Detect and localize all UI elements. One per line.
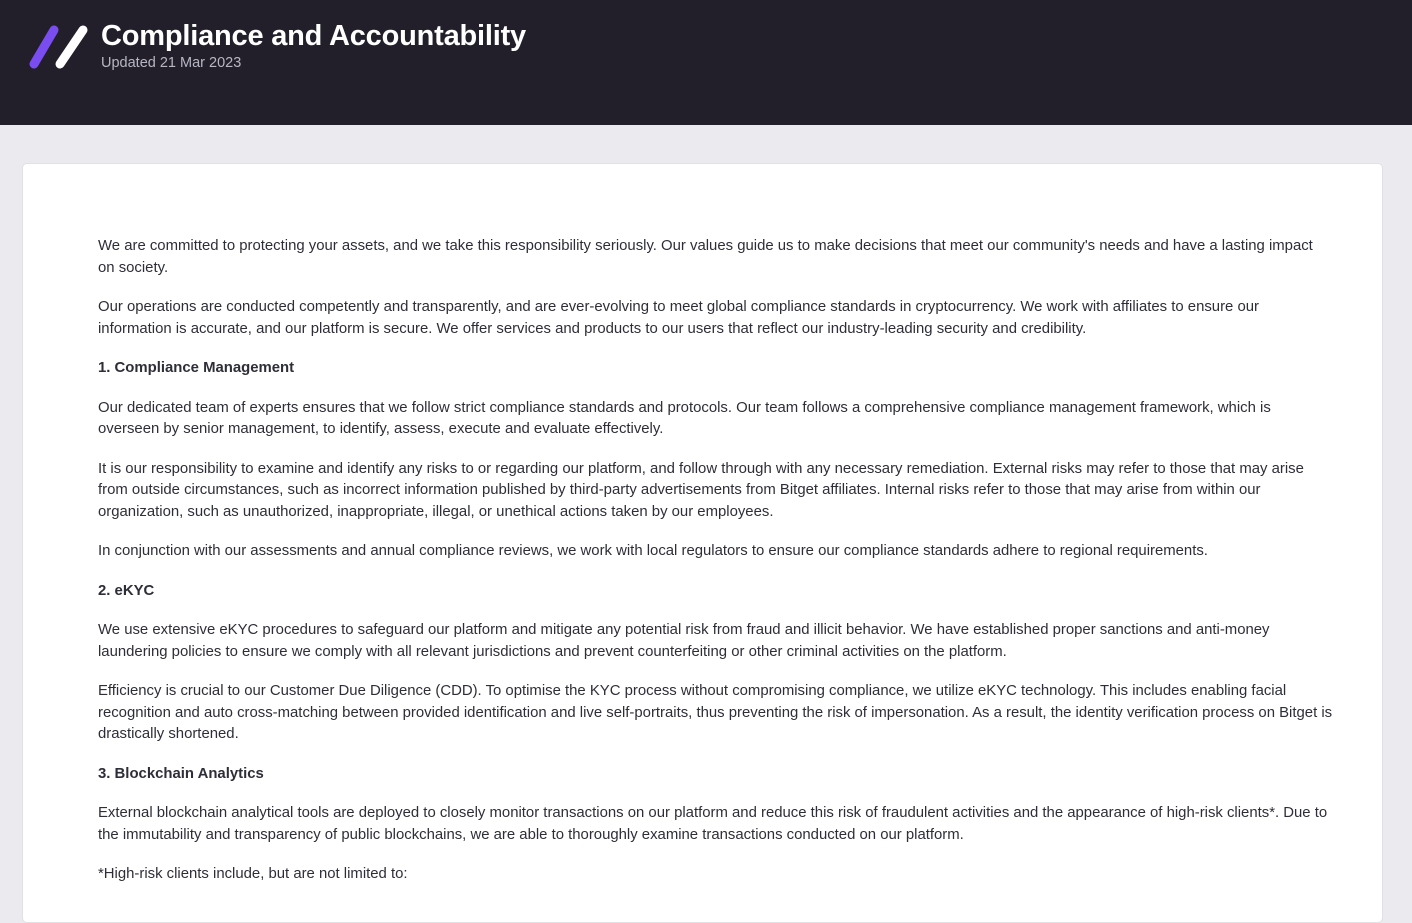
section-heading-compliance-management: 1. Compliance Management: [98, 360, 295, 376]
section-heading-blockchain-analytics: 3. Blockchain Analytics: [98, 765, 264, 782]
intro-paragraph-1: We are committed to protecting your assets, and we take this responsibility seriously. Our values guide us to make decisions that meet our community's needs and have a lasting impact on society.: [98, 238, 1313, 276]
section-1-paragraph-2: It is our responsibility to examine and identify any risks to or regarding our platform, and follow through with any necessary remediation. External risks may refer to those that may arise from outside circumstances, such as incorrect information published by third-party advertisements from Bitget affiliates. Internal risks refer to those that may arise from within our organization, such as unauthorized, inappropriate, illegal, or unethical actions taken by our employees.: [98, 460, 1304, 520]
section-1-paragraph-1: Our dedicated team of experts ensures that we follow strict compliance standards and protocols. Our team follows a comprehensive compliance management framework, which is overseen by senior management, to identify, assess, execute and evaluate effectively.: [98, 399, 1271, 437]
page-title: Compliance and Accountability: [101, 20, 526, 52]
section-3-paragraph-2: *High-risk clients include, but are not limited to:: [98, 866, 408, 882]
content-card: [22, 163, 1383, 923]
bitget-logo[interactable]: [26, 22, 92, 72]
title-block: [101, 18, 526, 72]
section-heading-ekyc: 2. eKYC: [98, 582, 155, 599]
section-2-paragraph-2: Efficiency is crucial to our Customer Due Diligence (CDD). To optimise the KYC process without compromising compliance, we utilize eKYC technology. This includes enabling facial recognition and auto cross-matching between provided identification and live self-portraits, thus preventing the risk of impersonation. As a result, the identity verification process on Bitget is drastically shortened.: [98, 683, 1333, 742]
intro-paragraph-2: Our operations are conducted competently and transparently, and are ever-evolving to meet global compliance standards in cryptocurrency. We work with affiliates to ensure our information is accurate, and our platform is secure. We offer services and products to our users that reflect our industry-leading security and credibility.: [98, 299, 1259, 337]
section-3-paragraph-1: External blockchain analytical tools are deployed to closely monitor transactions on our platform and reduce this risk of fraudulent activities and the appearance of high-risk clients*. Due to the immutability and transparency of public blockchains, we are able to thoroughly examine transactions conducted on our platform.: [98, 805, 1328, 843]
article-body: [98, 236, 1333, 904]
section-2-paragraph-1: We use extensive eKYC procedures to safeguard our platform and mitigate any potential risk from fraud and illicit behavior. We have established proper sanctions and anti-money laundering policies to ensure we comply with all relevant jurisdictions and prevent counterfeiting or other criminal activities on the platform.: [98, 622, 1270, 660]
updated-date: Updated 21 Mar 2023: [101, 55, 242, 71]
page-header: [0, 0, 1412, 125]
section-1-paragraph-3: In conjunction with our assessments and annual compliance reviews, we work with local regulators to ensure our compliance standards adhere to regional requirements.: [98, 543, 1208, 559]
